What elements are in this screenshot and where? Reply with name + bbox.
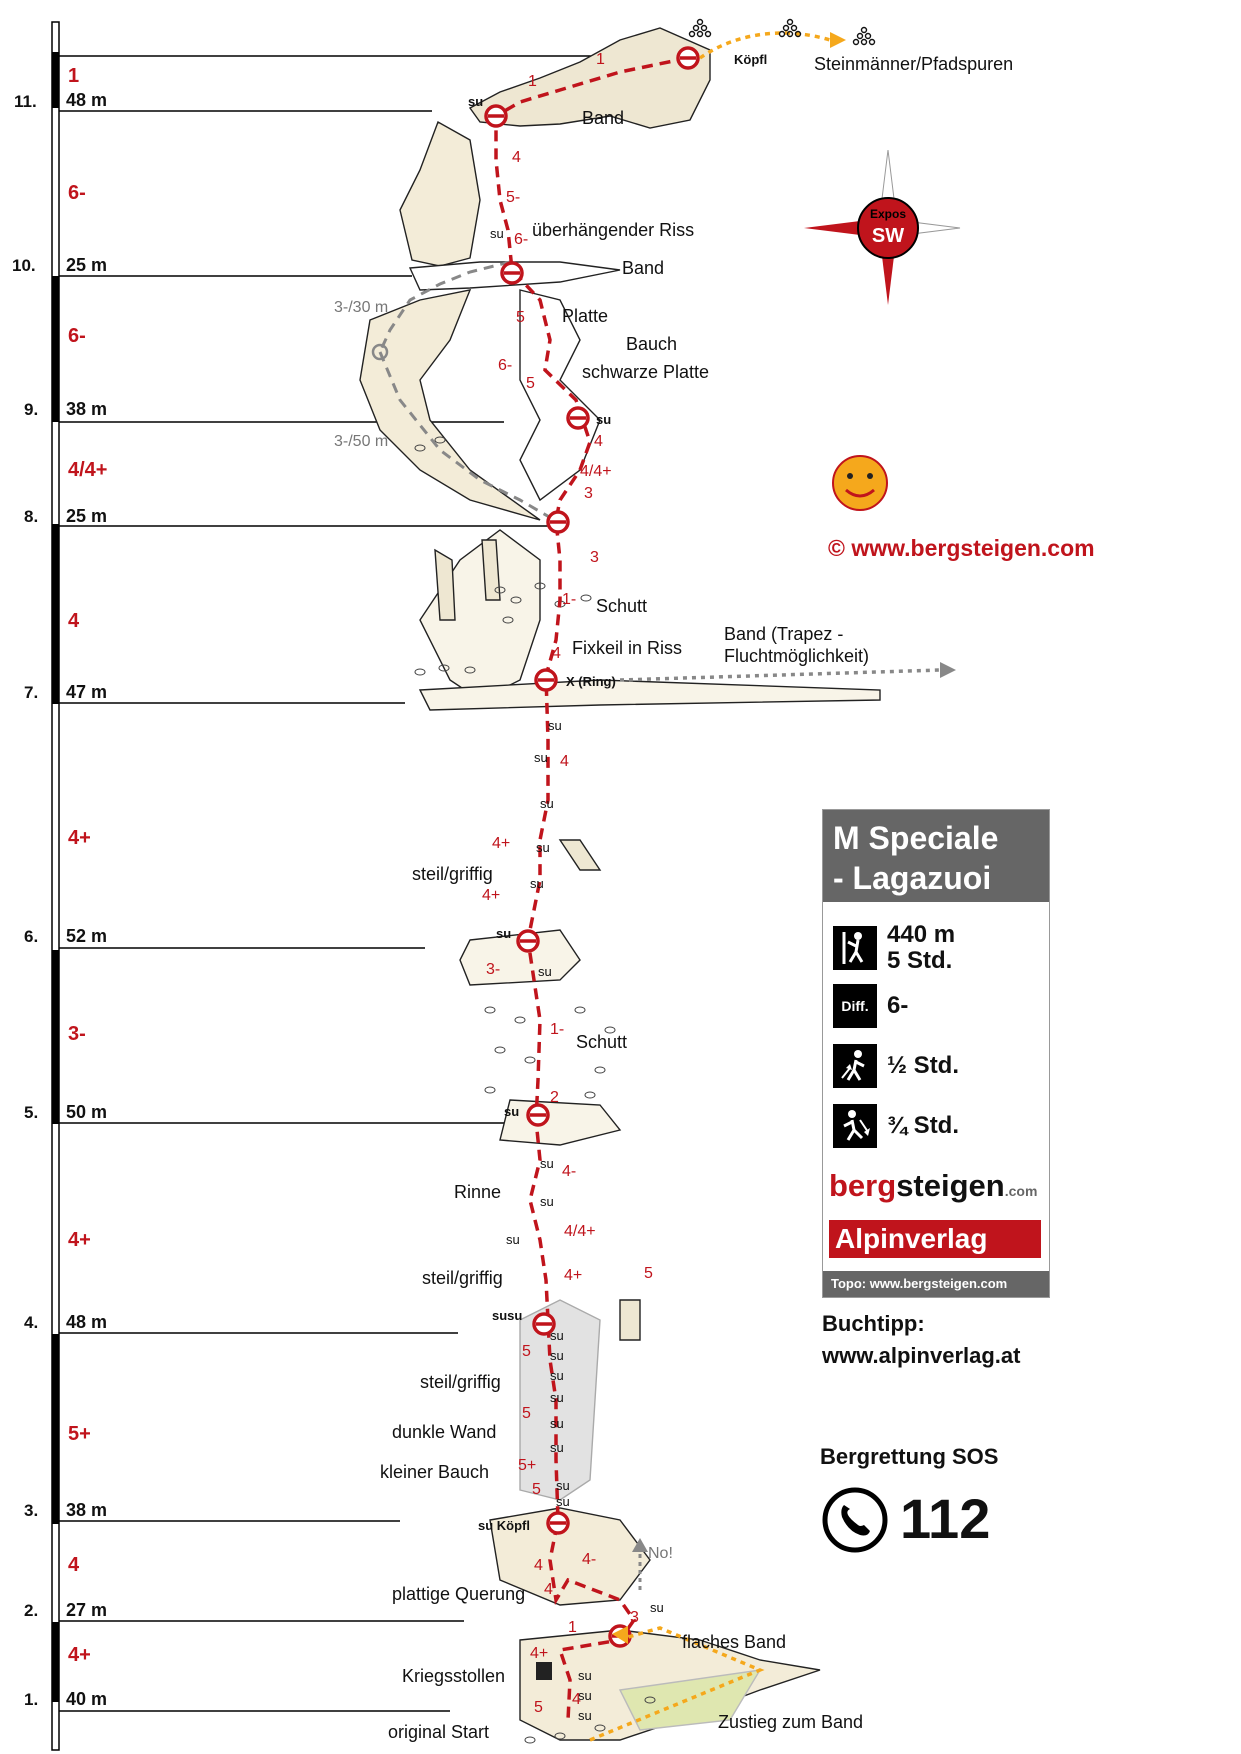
climber-icon — [833, 926, 877, 970]
route-grade: 4 — [512, 149, 521, 166]
pitch-4-grade: 4+ — [68, 1229, 91, 1251]
su-marker: su — [538, 964, 552, 979]
route-grade: 3 — [590, 549, 599, 566]
su-marker: su — [540, 1194, 554, 1209]
descent-row — [833, 1104, 959, 1148]
route-grade: 6- — [514, 231, 529, 248]
approach-row — [833, 1044, 959, 1088]
label-schwarze-platte: schwarze Platte — [582, 362, 710, 382]
route-grade: 3 — [630, 1609, 639, 1626]
su-marker: su — [578, 1708, 592, 1723]
belay-8 — [568, 408, 588, 428]
bergsteigen-logo — [829, 1168, 1037, 1204]
su-marker: su — [556, 1494, 570, 1509]
su-marker: su — [578, 1688, 592, 1703]
label-fluchtmoeglichkeit: Fluchtmöglichkeit) — [724, 646, 870, 666]
label-zustieg: Zustieg zum Band — [718, 1712, 864, 1732]
pitch-3-num: 3. — [24, 1501, 39, 1520]
route-grade: 1 — [596, 51, 605, 68]
card-title — [823, 810, 1049, 902]
pitch-8-grade: 4/4+ — [68, 459, 108, 481]
pitch-11-length: 48 m — [66, 90, 108, 110]
su-marker: su — [530, 876, 544, 891]
pitch-6-num: 6. — [24, 927, 39, 946]
label-schutt-lower: Schutt — [576, 1032, 628, 1052]
route-grade: 4/4+ — [580, 463, 612, 480]
descent-arrow-icon — [830, 32, 846, 48]
book-label: Buchtipp: — [822, 1311, 925, 1336]
route-grade: 5 — [526, 375, 535, 392]
pitch-9-num: 9. — [24, 400, 39, 419]
pitch-2-num: 2. — [24, 1601, 39, 1620]
su-marker: su — [550, 1348, 564, 1363]
pitch-8-length: 25 m — [66, 506, 108, 526]
pitch-2-grade: 4 — [68, 1554, 80, 1576]
logo-steigen: steigen — [896, 1168, 1005, 1203]
belay-2 — [548, 1513, 568, 1533]
pitch-10-length: 25 m — [66, 255, 108, 275]
book-tip — [822, 1308, 1020, 1372]
route-grade: 4+ — [564, 1267, 583, 1284]
route-grade: 4 — [572, 1691, 581, 1708]
tunnel-icon — [536, 1662, 552, 1680]
pitch-2-length: 27 m — [66, 1600, 108, 1620]
label-ueberhaengender-riss: überhängender Riss — [532, 220, 695, 240]
su-marker: susu — [492, 1308, 523, 1323]
su-marker: su — [550, 1440, 564, 1455]
label-no: No! — [648, 1545, 673, 1562]
card-footer[interactable]: Topo: www.bergsteigen.com — [823, 1271, 1049, 1297]
route-grade: 4 — [594, 433, 603, 450]
label-steinmaenner: Steinmänner/Pfadspuren — [814, 54, 1014, 74]
belay-4 — [528, 1105, 548, 1125]
route-duration: 5 Std. — [887, 947, 953, 974]
route-grade: 5+ — [518, 1457, 537, 1474]
route-grade: 4 — [544, 1581, 553, 1598]
label-platte: Platte — [562, 306, 609, 326]
pitch-11-num: 11. — [14, 92, 37, 111]
hiker-up-icon — [833, 1044, 877, 1088]
su-marker: su — [550, 1368, 564, 1383]
label-su-koepfl: su Köpfl — [478, 1518, 530, 1533]
route-grade: 5 — [644, 1265, 653, 1282]
su-marker: su — [556, 1478, 570, 1493]
su-marker: su — [496, 926, 512, 941]
logo-com: .com — [1004, 1183, 1038, 1199]
pitch-6-grade: 4+ — [68, 827, 91, 849]
label-fixkeil: Fixkeil in Riss — [572, 638, 683, 658]
sos-label: Bergrettung SOS — [820, 1444, 999, 1469]
compass-label: Expos — [869, 207, 907, 221]
su-marker: su — [540, 796, 554, 811]
pitch-4-num: 4. — [24, 1313, 39, 1332]
route-grade: 3- — [486, 961, 501, 978]
route-grade: 4 — [552, 645, 561, 662]
route-grade: 4+ — [492, 835, 511, 852]
route-height: 440 m — [887, 921, 956, 948]
height-row — [833, 922, 955, 974]
compass-icon — [804, 150, 960, 305]
route-grade: 4+ — [482, 887, 501, 904]
label-plattige-querung: plattige Querung — [392, 1584, 526, 1604]
route-grade: 4 — [534, 1557, 543, 1574]
compass-direction: SW — [871, 225, 905, 247]
label-steil-griffig-3: steil/griffig — [420, 1372, 501, 1392]
route-grade: 5- — [506, 189, 521, 206]
pitch-4-length: 48 m — [66, 1312, 108, 1332]
pitch-1-grade: 4+ — [68, 1644, 91, 1666]
label-band-10: Band — [622, 258, 665, 278]
route-grade: 4- — [582, 1551, 597, 1568]
su-marker: su — [596, 412, 612, 427]
su-marker: su — [536, 840, 550, 855]
sun-icon — [833, 456, 887, 510]
approach-time: ½ Std. — [887, 1052, 960, 1079]
alpinverlag-logo: Alpinverlag — [829, 1220, 1041, 1258]
su-marker: su — [490, 226, 504, 241]
route-grade: 4+ — [530, 1645, 549, 1662]
route-grade: 1- — [550, 1021, 565, 1038]
route-grade: 6- — [498, 357, 513, 374]
belay-9 — [502, 263, 522, 283]
descent-time: ¾ Std. — [887, 1112, 960, 1139]
pitch-8-num: 8. — [24, 507, 39, 526]
label-rappel-50: 3-/50 m — [334, 433, 389, 450]
pitch-7-length: 47 m — [66, 682, 108, 702]
escape-path — [620, 670, 940, 680]
label-rappel-30: 3-/30 m — [334, 299, 389, 316]
route-grade: 5 — [534, 1699, 543, 1716]
pitch-11-grade: 1 — [68, 65, 80, 87]
pitch-1-num: 1. — [24, 1690, 39, 1709]
pitch-9-grade: 6- — [68, 325, 86, 347]
belay-11 — [678, 48, 698, 68]
pitch-7-num: 7. — [24, 683, 39, 702]
route-grade: 2 — [550, 1089, 559, 1106]
pitch-5-grade: 3- — [68, 1023, 86, 1045]
su-marker: su — [550, 1416, 564, 1431]
belay-7 — [548, 512, 568, 532]
pitch-1-length: 40 m — [66, 1689, 108, 1709]
pitch-5-num: 5. — [24, 1103, 39, 1122]
su-marker: su — [550, 1390, 564, 1405]
su-marker: su — [540, 1156, 554, 1171]
card-title-line1: M Speciale — [833, 820, 999, 856]
label-band-trapez: Band (Trapez - — [724, 624, 844, 644]
pitch-9-length: 38 m — [66, 399, 108, 419]
su-marker: su — [506, 1232, 520, 1247]
label-rinne: Rinne — [454, 1182, 502, 1202]
route-grade: 5 — [532, 1481, 541, 1498]
info-card — [822, 809, 1050, 1298]
su-marker: su — [578, 1668, 592, 1683]
pitch-10-grade: 6- — [68, 182, 86, 204]
label-kleiner-bauch: kleiner Bauch — [380, 1462, 490, 1482]
label-band-top: Band — [582, 108, 625, 128]
difficulty-row — [833, 984, 908, 1028]
phone-icon — [822, 1487, 888, 1553]
route-grade: 1 — [568, 1619, 577, 1636]
route-grade: 1 — [528, 73, 537, 90]
su-marker: su — [504, 1104, 520, 1119]
label-dunkle-wand: dunkle Wand — [392, 1422, 497, 1442]
label-koepfl: Köpfl — [734, 52, 768, 67]
cairn-icon — [690, 20, 875, 45]
belay-5 — [518, 931, 538, 951]
route-difficulty: 6- — [887, 992, 909, 1019]
label-original-start: original Start — [388, 1722, 490, 1742]
belay-6 — [536, 670, 556, 690]
route-grade: 5 — [522, 1343, 531, 1360]
pitch-5-length: 50 m — [66, 1102, 108, 1122]
route-grade: 5 — [516, 309, 525, 326]
length-scale — [52, 22, 59, 1750]
logo-berg: berg — [829, 1168, 897, 1203]
su-marker: su — [650, 1600, 664, 1615]
label-schutt-upper: Schutt — [596, 596, 648, 616]
pitch-7-grade: 4 — [68, 610, 80, 632]
sos-number[interactable]: 112 — [900, 1487, 991, 1550]
book-url[interactable]: www.alpinverlag.at — [822, 1343, 1021, 1368]
route-grade: 4 — [560, 753, 569, 770]
label-x-ring: X (Ring) — [566, 674, 616, 689]
pitch-3-grade: 5+ — [68, 1423, 91, 1445]
belay-10 — [486, 106, 506, 126]
label-steil-griffig-2: steil/griffig — [422, 1268, 503, 1288]
route-grade: 5 — [522, 1405, 531, 1422]
route-grade: 1- — [562, 591, 577, 608]
label-bauch: Bauch — [626, 334, 678, 354]
route-grade: 4/4+ — [564, 1223, 596, 1240]
route-grade: 4- — [562, 1163, 577, 1180]
hiker-down-icon — [833, 1104, 877, 1148]
label-steil-griffig-1: steil/griffig — [412, 864, 493, 884]
label-kriegsstollen: Kriegsstollen — [402, 1666, 506, 1686]
card-title-line2: - Lagazuoi — [833, 860, 992, 896]
pitch-10-num: 10. — [12, 256, 36, 275]
escape-arrow-icon — [940, 662, 956, 678]
su-marker: su — [534, 750, 548, 765]
pitch-3-length: 38 m — [66, 1500, 108, 1520]
su-marker: su — [548, 718, 562, 733]
label-flaches-band: flaches Band — [682, 1632, 787, 1652]
su-marker: su — [550, 1328, 564, 1343]
su-marker: su — [468, 94, 484, 109]
pitch-6-length: 52 m — [66, 926, 108, 946]
difficulty-icon: Diff. — [833, 984, 877, 1028]
route-grade: 3 — [584, 485, 593, 502]
copyright[interactable]: © www.bergsteigen.com — [828, 535, 1095, 561]
